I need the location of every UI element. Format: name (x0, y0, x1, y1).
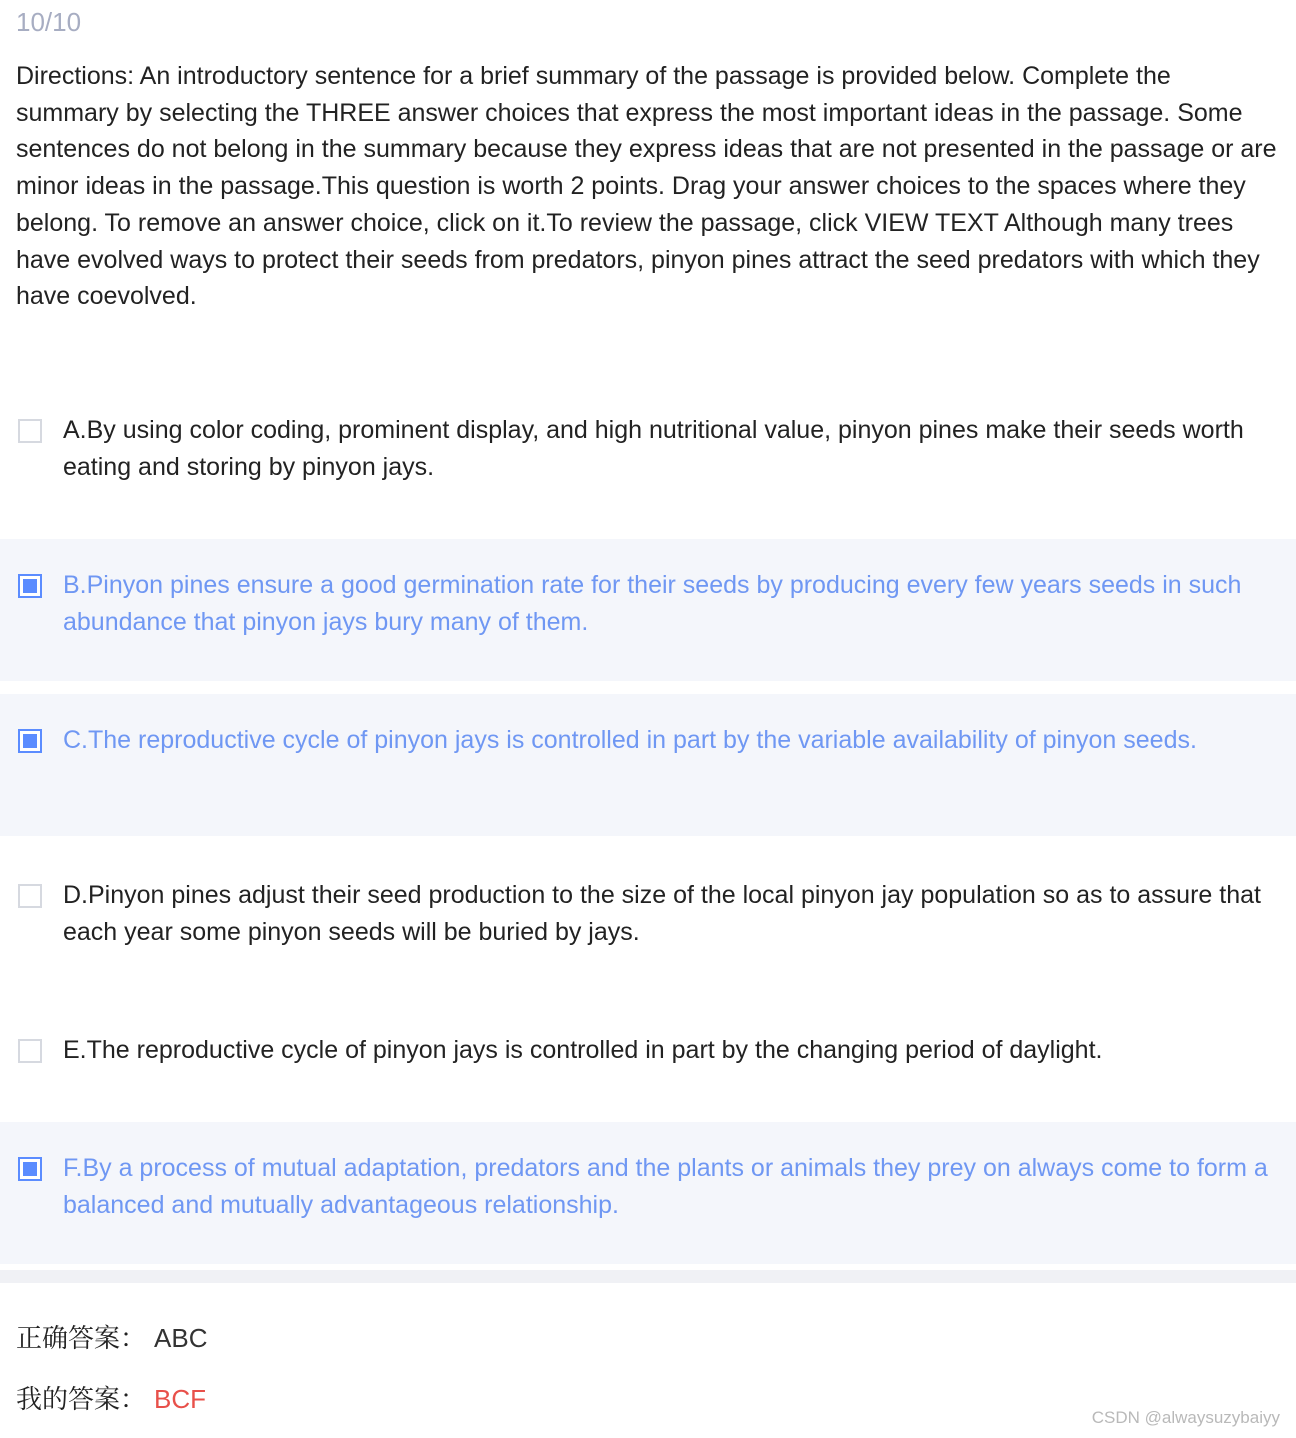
option-f-checkbox[interactable] (18, 1157, 42, 1181)
option-b[interactable] (0, 539, 1296, 681)
correct-answer-label: 正确答案： (16, 1323, 147, 1353)
question-directions: Directions: An introductory sentence for a brief summary of the passage is provided below. Complete the summary by selecting the THREE answer choices that express the most important ideas in the passage. Some sentences do not belong in the summary because they express ideas that are not presented in the passage or are minor ideas in the passage.This question is worth 2 points. Drag your answer choices to the spaces where they belong. To remove an answer choice, click on it.To review the passage, click VIEW TEXT Although many trees have evolved ways to protect their seeds from predators, pinyon pines attract the seed predators with which they have coevolved. (16, 62, 1277, 311)
watermark: CSDN @alwaysuzybaiyy (1091, 1408, 1280, 1427)
option-d-checkbox[interactable] (18, 884, 42, 908)
my-answer-value: BCF (154, 1384, 207, 1414)
my-answer-label: 我的答案： (16, 1384, 147, 1414)
option-c-text: C.The reproductive cycle of pinyon jays is controlled in part by the variable availability of pinyon seeds. (63, 726, 1197, 754)
option-a-checkbox[interactable] (18, 419, 42, 443)
option-b-checkbox[interactable] (18, 574, 42, 598)
option-b-text: B.Pinyon pines ensure a good germination rate for their seeds by producing every few years seeds in such abundance that pinyon jays bury many of them. (63, 571, 1242, 636)
option-f-text: F.By a process of mutual adaptation, predators and the plants or animals they prey on always come to form a balanced and mutually advantageous relationship. (63, 1154, 1268, 1219)
option-e-text: E.The reproductive cycle of pinyon jays is controlled in part by the changing period of daylight. (63, 1036, 1103, 1064)
option-a[interactable] (0, 384, 1296, 526)
my-answer-row (16, 1383, 206, 1415)
option-c[interactable] (0, 694, 1296, 836)
option-a-text: A.By using color coding, prominent display, and high nutritional value, pinyon pines make their seeds worth eating and storing by pinyon jays. (63, 416, 1244, 481)
option-d-text: D.Pinyon pines adjust their seed production to the size of the local pinyon jay population so as to assure that each year some pinyon seeds will be buried by jays. (63, 881, 1261, 946)
option-d[interactable] (0, 849, 1296, 991)
correct-answer-value: ABC (154, 1323, 208, 1353)
section-divider (0, 1270, 1296, 1283)
question-counter: 10/10 (16, 7, 82, 37)
correct-answer-row (16, 1322, 207, 1354)
option-c-checkbox[interactable] (18, 729, 42, 753)
option-f[interactable] (0, 1122, 1296, 1264)
option-e-checkbox[interactable] (18, 1039, 42, 1063)
